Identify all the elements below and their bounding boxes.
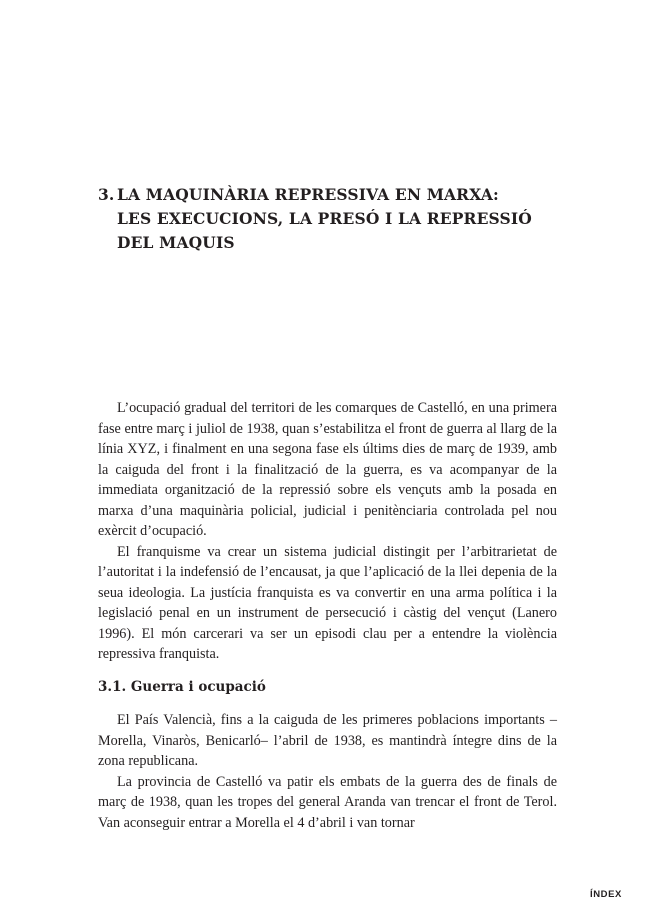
chapter-title-line: DEL MAQUIS [117, 233, 235, 252]
paragraph: El País Valencià, fins a la caiguda de les primeres poblacions importants –Morella, Vinaròs, Benicarló– l’abril de 1938, es mantindrà íntegre dins de la zona republicana. [98, 712, 557, 769]
paragraph: L’ocupació gradual del territori de les comarques de Castelló, en una primera fase entre març i juliol de 1938, quan s’estabilitza el front de guerra al llarg de la línia XYZ, i finalment en una segona fase els últims dies de març de 1939, amb la caiguda del front i la finalització de la guerra, es va acompanyar de la immediata organització de la repressió sobre els vençuts amb la posada en marxa d’una maquinària policial, judicial i penitènciaria controlada pel nou exèrcit d’ocupació. [98, 400, 557, 539]
paragraph: La provincia de Castelló va patir els embats de la guerra des de finals de març de 1938, quan les tropes del general Aranda van trencar el front de Terol. Van aconseguir entrar a Morella el 4 d’abril i van tornar [98, 773, 557, 831]
section-heading: 3.1. Guerra i ocupació [98, 679, 266, 695]
intro-text [98, 398, 557, 665]
chapter-title-line: LES EXECUCIONS, LA PRESÓ I LA REPRESSIÓ [117, 209, 532, 228]
index-link[interactable]: ÍNDEX [589, 889, 622, 900]
paragraph: El franquisme va crear un sistema judicial distingit per l’arbitrarietat de l’autoritat i la indefensió de l’encausat, ja que l’aplicació de la llei depenia de la seua ideologia. La justícia franquista es va convertir en una arma política i la legislació penal en un instrument de persecució i càstig del vençut (Lanero 1996). El món carcerari va ser un episodi clau per a entendre la violència repressiva franquista. [98, 543, 557, 662]
chapter-title [98, 183, 568, 255]
section-text [98, 710, 557, 833]
chapter-number: 3. [98, 185, 115, 204]
chapter-title-line: LA MAQUINÀRIA REPRESSIVA EN MARXA: [117, 185, 499, 204]
